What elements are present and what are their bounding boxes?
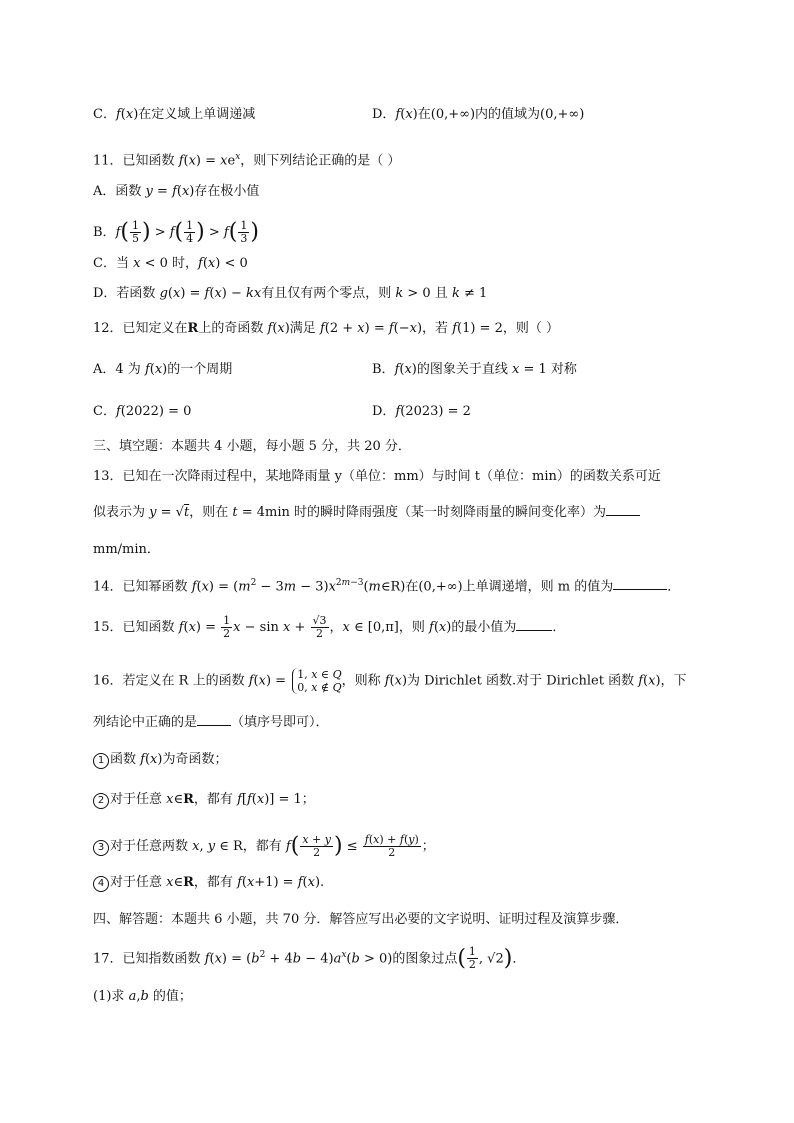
q12-option-c: C．f(2022) = 0 [93,404,192,419]
q13-line-3: mm/min． [93,542,160,557]
q16-item-4: 4 对于任意 x∈R，都有 f(x+1) = f(x). [93,874,324,892]
q12-stem: 12．已知定义在R上的奇函数 f(x)满足 f(2 + x) = f(−x)，若 f(1) = 2，则（ ） [93,321,559,336]
q10-option-d: D．f(x)在(0,+∞)内的值域为(0,+∞) [372,107,585,122]
q16-line-2: 列结论中正确的是 （填序号即可）． [93,715,329,730]
q14-stem: 14．已知幂函数 $f(x) = (m^2 - 3m$ − $3)x^{2m-3}(m\in R)$在(0,+∞)上单调递增，则 m 的值为 ． [93,578,681,595]
section-3-heading: 三、填空题：本题共 4 小题，每小题 5 分，共 20 分． [93,439,411,454]
q16-item-1: 1 函数 f(x)为奇函数； [93,751,227,769]
q11-stem: 11．已知函数 $f(x) = xe^x$，则下列结论正确的是（ ） [93,152,401,169]
q11-option-b: B．f( $\frac{1}{5}$ ) > f( $\frac{1}{4}$ ) > f( $\frac{1}{3}$ ) [93,219,259,245]
q11-option-d: D．若函数 g(x) = f(x) − kx有且仅有两个零点，则 k > 0 且 k ≠ 1 [93,286,488,301]
q10-option-c: C．f(x)在定义域上单调递减 [93,107,256,122]
q11-option-a: A．函数 y = f(x)存在极小值 [93,184,260,199]
q16-line-1: 16．若定义在 R 上的函数 f(x) = 1, x ∈ Q 0, x ∉ Q，则称 f(x)为 Dirichlet 函数.对于 Dirichlet 函数 f(x)，下 [93,668,687,694]
q12-option-a: A．4 为 f(x)的一个周期 [93,362,233,377]
q13-line-1: 13．已知在一次降雨过程中，某地降雨量 y（单位：mm）与时间 t（单位：min）的函数关系可近 [93,469,661,484]
q12-option-d: D．f(2023) = 2 [372,404,471,419]
section-4-heading: 四、解答题：本题共 6 小题，共 70 分．解答应写出必要的文字说明、证明过程及演算步骤． [93,912,629,927]
q11-option-c: C．当 x < 0 时，f(x) < 0 [93,256,248,271]
q12-option-b: B．f(x)的图象关于直线 x = 1 对称 [372,362,577,377]
q15-stem: 15．已知函数 f(x) = $\frac{1}{2}$ x − sin x + $\frac{√3}{2}$ ，x ∈ [0,π]，则 f(x)的最小值为 ． [93,614,566,640]
q16-item-2: 2 对于任意 x∈R，都有 f[f(x)] = 1； [93,791,315,809]
q17-part-1: (1)求 a,b 的值； [93,989,192,1004]
q13-line-2: 似表示为 y = √t，则在 t = 4min 时的瞬时降雨强度（某一时刻降雨量的瞬间变化率）为 [93,503,640,522]
q17-stem: 17．已知指数函数 $f(x) = (b^2 + 4b - 4)a^x(b > 0)$的图象过点( $\frac{1}{2}$ , √2)． [93,945,526,972]
q16-item-3: 3 对于任意两数 x, y ∈ R，都有 f( $\frac{x + y}{2}$ ) ≤ $\frac{f(x) + f(y)}{2}$ ； [93,834,435,859]
